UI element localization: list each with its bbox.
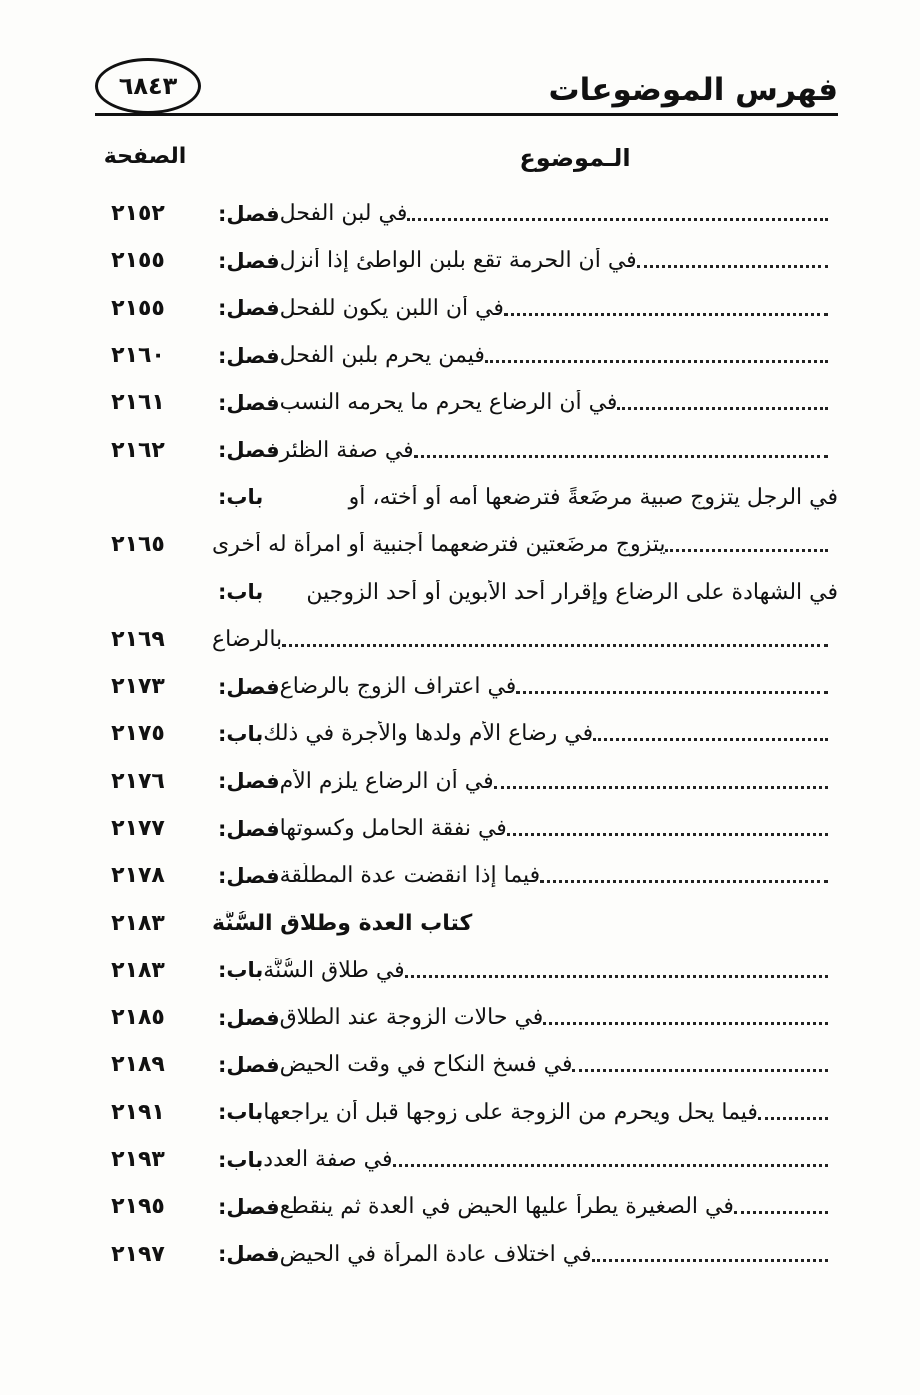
index-row (100, 1089, 838, 1136)
index-entry (212, 343, 838, 368)
entry-label: فصل: (218, 343, 280, 368)
index-row (100, 332, 838, 379)
entry-label: فصل: (218, 1005, 280, 1030)
index-entry (212, 816, 838, 841)
index-row (100, 758, 838, 805)
entry-text: في أن الرضاع يلزم الأم (279, 768, 494, 794)
entry-text: في الصغيرة يطرأ عليها الحيض في العدة ثم ينقطع (279, 1194, 734, 1220)
dot-leader (516, 691, 828, 694)
index-row (100, 426, 838, 473)
entry-page-number: ٢١٨٥ (111, 1005, 165, 1031)
index-entry (212, 438, 838, 463)
entry-text: في اختلاف عادة المرأة في الحيض (279, 1241, 592, 1267)
index-entry (212, 201, 838, 226)
entry-page-number: ٢١٧٨ (111, 863, 165, 889)
index-row (100, 805, 838, 852)
index-row (100, 1231, 838, 1278)
entry-page-number: ٢١٦١ (111, 390, 165, 416)
index-row (100, 1041, 838, 1088)
dot-leader (414, 455, 828, 458)
column-headers (100, 140, 838, 180)
entry-label: فصل: (218, 1242, 280, 1267)
index-row (100, 852, 838, 899)
entry-text: فيمن يحرم بلبن الفحل (279, 343, 485, 369)
dot-leader (617, 407, 828, 410)
entry-label: فصل: (218, 816, 280, 841)
index-entry (212, 958, 838, 983)
index-row (100, 899, 838, 946)
dot-leader (592, 1259, 828, 1262)
dot-leader (734, 1211, 828, 1214)
index-list (100, 190, 838, 1278)
index-entry (212, 1242, 838, 1267)
index-row (100, 474, 838, 521)
index-entry (212, 1005, 838, 1030)
page-number: ٦٨٤٣ (118, 72, 178, 100)
index-entry (212, 1194, 838, 1219)
entry-text: في أن الرضاع يحرم ما يحرمه النسب (279, 390, 618, 416)
dot-leader (543, 1022, 828, 1025)
index-row (100, 521, 838, 568)
dot-leader (393, 1164, 829, 1167)
index-row (100, 663, 838, 710)
index-row (100, 1183, 838, 1230)
index-row (100, 1136, 838, 1183)
entry-page-number: ٢١٩٥ (111, 1194, 165, 1220)
index-row (100, 379, 838, 426)
entry-text: في طلاق السُّنَّة (263, 957, 405, 983)
index-entry (212, 532, 838, 557)
entry-label: فصل: (218, 674, 280, 699)
page-number-badge (95, 58, 201, 114)
section-heading: كتاب العدة وطلاق السُّنَّة (212, 910, 473, 936)
index-entry (212, 769, 838, 794)
entry-text: فيما يحل ويحرم من الزوجة على زوجها قبل أن يراجعها (263, 1099, 758, 1125)
dot-leader (593, 738, 828, 741)
entry-text: في حالات الزوجة عند الطلاق (279, 1005, 544, 1031)
header-rule (95, 113, 838, 116)
index-entry (212, 911, 838, 936)
subject-column-header: الـموضوع (519, 144, 631, 172)
index-entry (212, 296, 838, 321)
entry-text: يتزوج مرضَعتين فترضعهما أجنبية أو امرأة له أخرى (212, 532, 666, 558)
index-row (100, 994, 838, 1041)
entry-text: في أن اللبن يكون للفحل (279, 295, 504, 321)
entry-label: فصل: (218, 390, 280, 415)
entry-text: في أن الحرمة تقع بلبن الواطئ إذا أنزل (279, 248, 637, 274)
dot-leader (407, 218, 828, 221)
page-column-header: الصفحة (103, 144, 187, 169)
index-entry (212, 721, 838, 746)
entry-label: فصل: (218, 1194, 280, 1219)
entry-page-number: ٢١٨٣ (111, 957, 165, 983)
dot-leader (405, 975, 828, 978)
entry-page-number: ٢١٨٣ (111, 910, 165, 936)
entry-page-number: ٢١٧٧ (111, 816, 165, 841)
entry-label: فصل: (218, 438, 280, 463)
entry-label: فصل: (218, 863, 280, 888)
entry-text: في فسخ النكاح في وقت الحيض (279, 1052, 573, 1078)
index-row (100, 710, 838, 757)
entry-page-number: ٢١٦٥ (111, 532, 165, 558)
index-entry (212, 1100, 838, 1125)
entry-page-number: ٢١٦٩ (111, 626, 165, 652)
entry-text: في لبن الفحل (279, 201, 408, 227)
entry-page-number: ٢١٩٧ (111, 1241, 165, 1267)
entry-text: بالرضاع (212, 626, 283, 652)
entry-label: فصل: (218, 248, 280, 273)
dot-leader (494, 786, 828, 789)
index-row (100, 190, 838, 237)
entry-text: في الرجل يتزوج صبية مرضَعةً فترضعها أمه أو أخته، أو (348, 484, 838, 510)
dot-leader (504, 313, 828, 316)
entry-text: في الشهادة على الرضاع وإقرار أحد الأبوين أو أحد الزوجين (306, 579, 838, 605)
entry-text: في صفة الظئر (279, 437, 414, 463)
entry-text: في نفقة الحامل وكسوتها (279, 816, 507, 841)
index-entry (212, 248, 838, 273)
index-entry (212, 674, 838, 699)
index-row (100, 947, 838, 994)
entry-page-number: ٢١٧٥ (111, 721, 165, 747)
entry-text: في اعتراف الزوج بالرضاع (279, 674, 517, 700)
entry-text: فيما إذا انقضت عدة المطلَّقة (279, 863, 541, 889)
entry-label: باب: (218, 485, 264, 510)
entry-page-number: ٢١٥٥ (111, 248, 165, 274)
entry-page-number: ٢١٩٣ (111, 1147, 165, 1173)
entry-label: فصل: (218, 769, 280, 794)
dot-leader (507, 833, 828, 836)
index-row (100, 568, 838, 615)
entry-label: فصل: (218, 201, 280, 226)
entry-page-number: ٢١٦٢ (111, 437, 165, 463)
index-row (100, 285, 838, 332)
entry-page-number: ٢١٨٩ (111, 1052, 165, 1078)
entry-page-number: ٢١٧٦ (111, 768, 165, 794)
index-entry (212, 863, 838, 888)
entry-label: فصل: (218, 296, 280, 321)
entry-page-number: ٢١٧٣ (111, 674, 165, 700)
dot-leader (637, 265, 828, 268)
index-row (100, 237, 838, 284)
dot-leader (572, 1069, 828, 1072)
entry-label: باب: (218, 580, 264, 605)
entry-page-number: ٢١٩١ (111, 1099, 165, 1125)
index-entry (212, 1147, 838, 1172)
entry-label: باب: (218, 1147, 264, 1172)
page-header (95, 58, 838, 128)
dot-leader (540, 880, 828, 883)
dot-leader (282, 644, 828, 647)
index-entry (212, 627, 838, 652)
page-title: فهرس الموضوعات (548, 72, 838, 108)
index-entry (212, 485, 838, 510)
index-entry (212, 390, 838, 415)
dot-leader (665, 549, 828, 552)
entry-label: باب: (218, 1100, 264, 1125)
index-entry (212, 1052, 838, 1077)
entry-text: في رضاع الأم ولدها والأجرة في ذلك (263, 721, 594, 747)
entry-page-number: ٢١٦٠ (111, 343, 165, 369)
entry-label: باب: (218, 721, 264, 746)
dot-leader (485, 360, 828, 363)
entry-label: فصل: (218, 1052, 280, 1077)
index-row (100, 616, 838, 663)
entry-page-number: ٢١٥٥ (111, 295, 165, 321)
entry-text: في صفة العدد (263, 1147, 393, 1173)
dot-leader (758, 1117, 828, 1120)
entry-label: باب: (218, 958, 264, 983)
index-entry (212, 580, 838, 605)
entry-page-number: ٢١٥٢ (111, 201, 165, 227)
